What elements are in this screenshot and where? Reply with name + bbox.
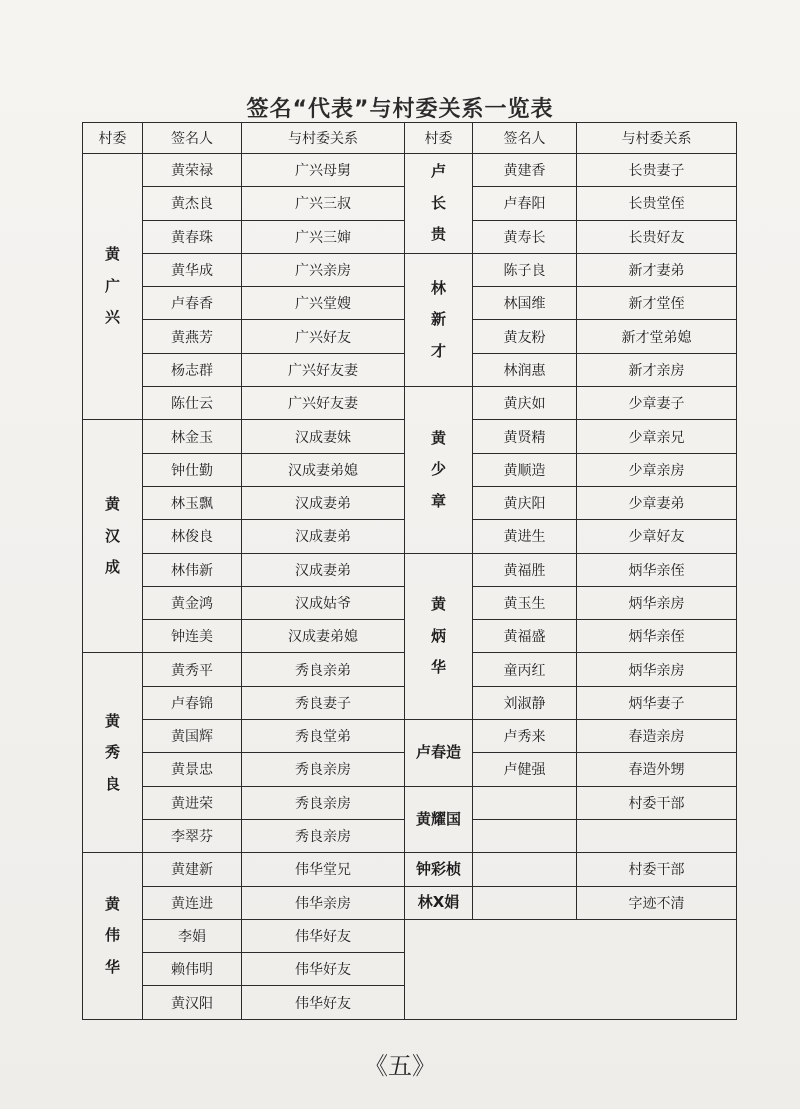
right-signer-cell: 黄庆如 [473, 387, 577, 420]
left-relation-cell: 汉成妻弟媳 [242, 620, 405, 653]
table-row [83, 886, 737, 919]
right-committee-label: 黄 炳 华 [430, 595, 446, 677]
right-committee-name [405, 886, 473, 919]
left-committee-label: 黄 伟 华 [104, 894, 120, 976]
right-relation-cell: 村委干部 [577, 786, 737, 819]
right-relation-cell: 新才妻弟 [577, 253, 737, 286]
right-signer-cell: 黄进生 [473, 520, 577, 553]
right-committee-name [405, 553, 473, 719]
left-signer-cell: 李娟 [143, 919, 242, 952]
right-signer-cell: 卢健强 [473, 753, 577, 786]
table-row [83, 553, 737, 586]
left-committee-name [83, 154, 143, 420]
left-relation-cell: 广兴好友妻 [242, 353, 405, 386]
right-committee-name [405, 387, 473, 553]
left-signer-cell: 卢春香 [143, 287, 242, 320]
left-relation-cell: 汉成妻弟 [242, 520, 405, 553]
left-relation-cell: 汉成妻妹 [242, 420, 405, 453]
blank-region [405, 919, 737, 1019]
left-relation-cell: 秀良堂弟 [242, 720, 405, 753]
left-signer-cell: 钟仕勤 [143, 453, 242, 486]
right-relation-cell: 少章亲兄 [577, 420, 737, 453]
right-signer-cell: 黄贤精 [473, 420, 577, 453]
right-committee-label: 卢 长 贵 [430, 162, 446, 244]
right-relation-cell: 春造外甥 [577, 753, 737, 786]
header-signer-left: 签名人 [143, 123, 242, 154]
left-relation-cell: 秀良亲房 [242, 786, 405, 819]
right-signer-cell [473, 886, 577, 919]
right-relation-cell: 炳华亲侄 [577, 620, 737, 653]
header-relation-right: 与村委关系 [577, 123, 737, 154]
right-relation-cell: 少章好友 [577, 520, 737, 553]
header-relation-left: 与村委关系 [242, 123, 405, 154]
right-relation-cell: 新才亲房 [577, 353, 737, 386]
header-signer-right: 签名人 [473, 123, 577, 154]
left-committee-name [83, 853, 143, 1019]
left-relation-cell: 伟华好友 [242, 986, 405, 1019]
right-signer-cell: 黄顺造 [473, 453, 577, 486]
left-committee-label: 黄 广 兴 [104, 245, 120, 327]
table-row [83, 720, 737, 753]
left-signer-cell: 黄春珠 [143, 220, 242, 253]
right-signer-cell: 黄寿长 [473, 220, 577, 253]
right-relation-cell: 炳华亲侄 [577, 553, 737, 586]
right-relation-cell [577, 819, 737, 852]
right-signer-cell: 黄友粉 [473, 320, 577, 353]
right-signer-cell: 黄建香 [473, 154, 577, 187]
left-committee-label: 黄 汉 成 [104, 495, 120, 577]
left-relation-cell: 秀良妻子 [242, 686, 405, 719]
table-row [83, 154, 737, 187]
right-signer-cell: 黄玉生 [473, 586, 577, 619]
right-committee-name [405, 786, 473, 853]
right-signer-cell: 黄福胜 [473, 553, 577, 586]
header-committee-left: 村委 [83, 123, 143, 154]
left-signer-cell: 黄国辉 [143, 720, 242, 753]
table-row [83, 919, 737, 952]
right-relation-cell: 长贵好友 [577, 220, 737, 253]
left-signer-cell: 李翠芬 [143, 819, 242, 852]
left-signer-cell: 钟连美 [143, 620, 242, 653]
right-committee-label: 卢春造 [415, 743, 461, 762]
right-relation-cell: 新才堂侄 [577, 287, 737, 320]
left-relation-cell: 汉成姑爷 [242, 586, 405, 619]
left-signer-cell: 黄金鸿 [143, 586, 242, 619]
right-relation-cell: 少章亲房 [577, 453, 737, 486]
table-row [83, 786, 737, 819]
right-committee-label: 林X娟 [417, 892, 460, 911]
left-relation-cell: 广兴三婶 [242, 220, 405, 253]
left-signer-cell: 黄华成 [143, 253, 242, 286]
right-relation-cell: 新才堂弟媳 [577, 320, 737, 353]
left-relation-cell: 广兴堂嫂 [242, 287, 405, 320]
right-signer-cell: 童丙红 [473, 653, 577, 686]
right-committee-label: 黄耀国 [415, 809, 461, 828]
right-signer-cell: 卢秀来 [473, 720, 577, 753]
left-signer-cell: 黄进荣 [143, 786, 242, 819]
right-committee-name [405, 253, 473, 386]
left-signer-cell: 林伟新 [143, 553, 242, 586]
left-relation-cell: 广兴好友 [242, 320, 405, 353]
left-relation-cell: 秀良亲房 [242, 753, 405, 786]
table-header-row [83, 123, 737, 154]
left-signer-cell: 林玉飘 [143, 486, 242, 519]
right-committee-name [405, 154, 473, 254]
right-signer-cell: 林润惠 [473, 353, 577, 386]
right-signer-cell: 林国维 [473, 287, 577, 320]
right-committee-label: 林 新 才 [430, 278, 446, 360]
left-signer-cell: 杨志群 [143, 353, 242, 386]
left-relation-cell: 伟华好友 [242, 919, 405, 952]
page-title: 签名“代表”与村委关系一览表 [246, 97, 554, 122]
right-relation-cell: 长贵妻子 [577, 154, 737, 187]
left-signer-cell: 林金玉 [143, 420, 242, 453]
left-signer-cell: 黄燕芳 [143, 320, 242, 353]
left-signer-cell: 黄建新 [143, 853, 242, 886]
left-relation-cell: 秀良亲房 [242, 819, 405, 852]
table-row [83, 853, 737, 886]
right-relation-cell: 炳华妻子 [577, 686, 737, 719]
table-row [83, 387, 737, 420]
right-signer-cell: 卢春阳 [473, 187, 577, 220]
left-signer-cell: 黄杰良 [143, 187, 242, 220]
right-signer-cell: 黄庆阳 [473, 486, 577, 519]
left-signer-cell: 赖伟明 [143, 953, 242, 986]
right-relation-cell: 炳华亲房 [577, 586, 737, 619]
left-committee-name [83, 653, 143, 853]
left-relation-cell: 汉成妻弟媳 [242, 453, 405, 486]
left-committee-name [83, 420, 143, 653]
right-relation-cell: 字迹不清 [577, 886, 737, 919]
left-relation-cell: 伟华堂兄 [242, 853, 405, 886]
left-signer-cell: 林俊良 [143, 520, 242, 553]
table-row [83, 253, 737, 286]
left-signer-cell: 黄荣禄 [143, 154, 242, 187]
right-committee-label: 黄 少 章 [430, 428, 446, 510]
right-signer-cell [473, 853, 577, 886]
right-relation-cell: 少章妻弟 [577, 486, 737, 519]
left-relation-cell: 广兴母舅 [242, 154, 405, 187]
left-signer-cell: 黄景忠 [143, 753, 242, 786]
left-relation-cell: 伟华亲房 [242, 886, 405, 919]
left-relation-cell: 伟华好友 [242, 953, 405, 986]
right-signer-cell [473, 786, 577, 819]
right-committee-name [405, 720, 473, 787]
right-relation-cell: 长贵堂侄 [577, 187, 737, 220]
right-signer-cell: 刘淑静 [473, 686, 577, 719]
right-signer-cell [473, 819, 577, 852]
left-committee-label: 黄 秀 良 [104, 711, 120, 793]
relationship-table [82, 122, 737, 1020]
right-relation-cell: 炳华亲房 [577, 653, 737, 686]
left-signer-cell: 黄秀平 [143, 653, 242, 686]
left-signer-cell: 黄汉阳 [143, 986, 242, 1019]
left-relation-cell: 广兴好友妻 [242, 387, 405, 420]
left-signer-cell: 黄连进 [143, 886, 242, 919]
page-number: 《五》 [364, 1052, 436, 1080]
left-signer-cell: 卢春锦 [143, 686, 242, 719]
left-relation-cell: 汉成妻弟 [242, 553, 405, 586]
left-relation-cell: 广兴三叔 [242, 187, 405, 220]
right-relation-cell: 春造亲房 [577, 720, 737, 753]
right-signer-cell: 陈子良 [473, 253, 577, 286]
left-relation-cell: 秀良亲弟 [242, 653, 405, 686]
header-committee-right: 村委 [405, 123, 473, 154]
right-signer-cell: 黄福盛 [473, 620, 577, 653]
right-committee-name [405, 853, 473, 886]
left-relation-cell: 汉成妻弟 [242, 486, 405, 519]
right-committee-label: 钟彩桢 [415, 859, 461, 878]
left-signer-cell: 陈仕云 [143, 387, 242, 420]
right-relation-cell: 少章妻子 [577, 387, 737, 420]
right-relation-cell: 村委干部 [577, 853, 737, 886]
left-relation-cell: 广兴亲房 [242, 253, 405, 286]
